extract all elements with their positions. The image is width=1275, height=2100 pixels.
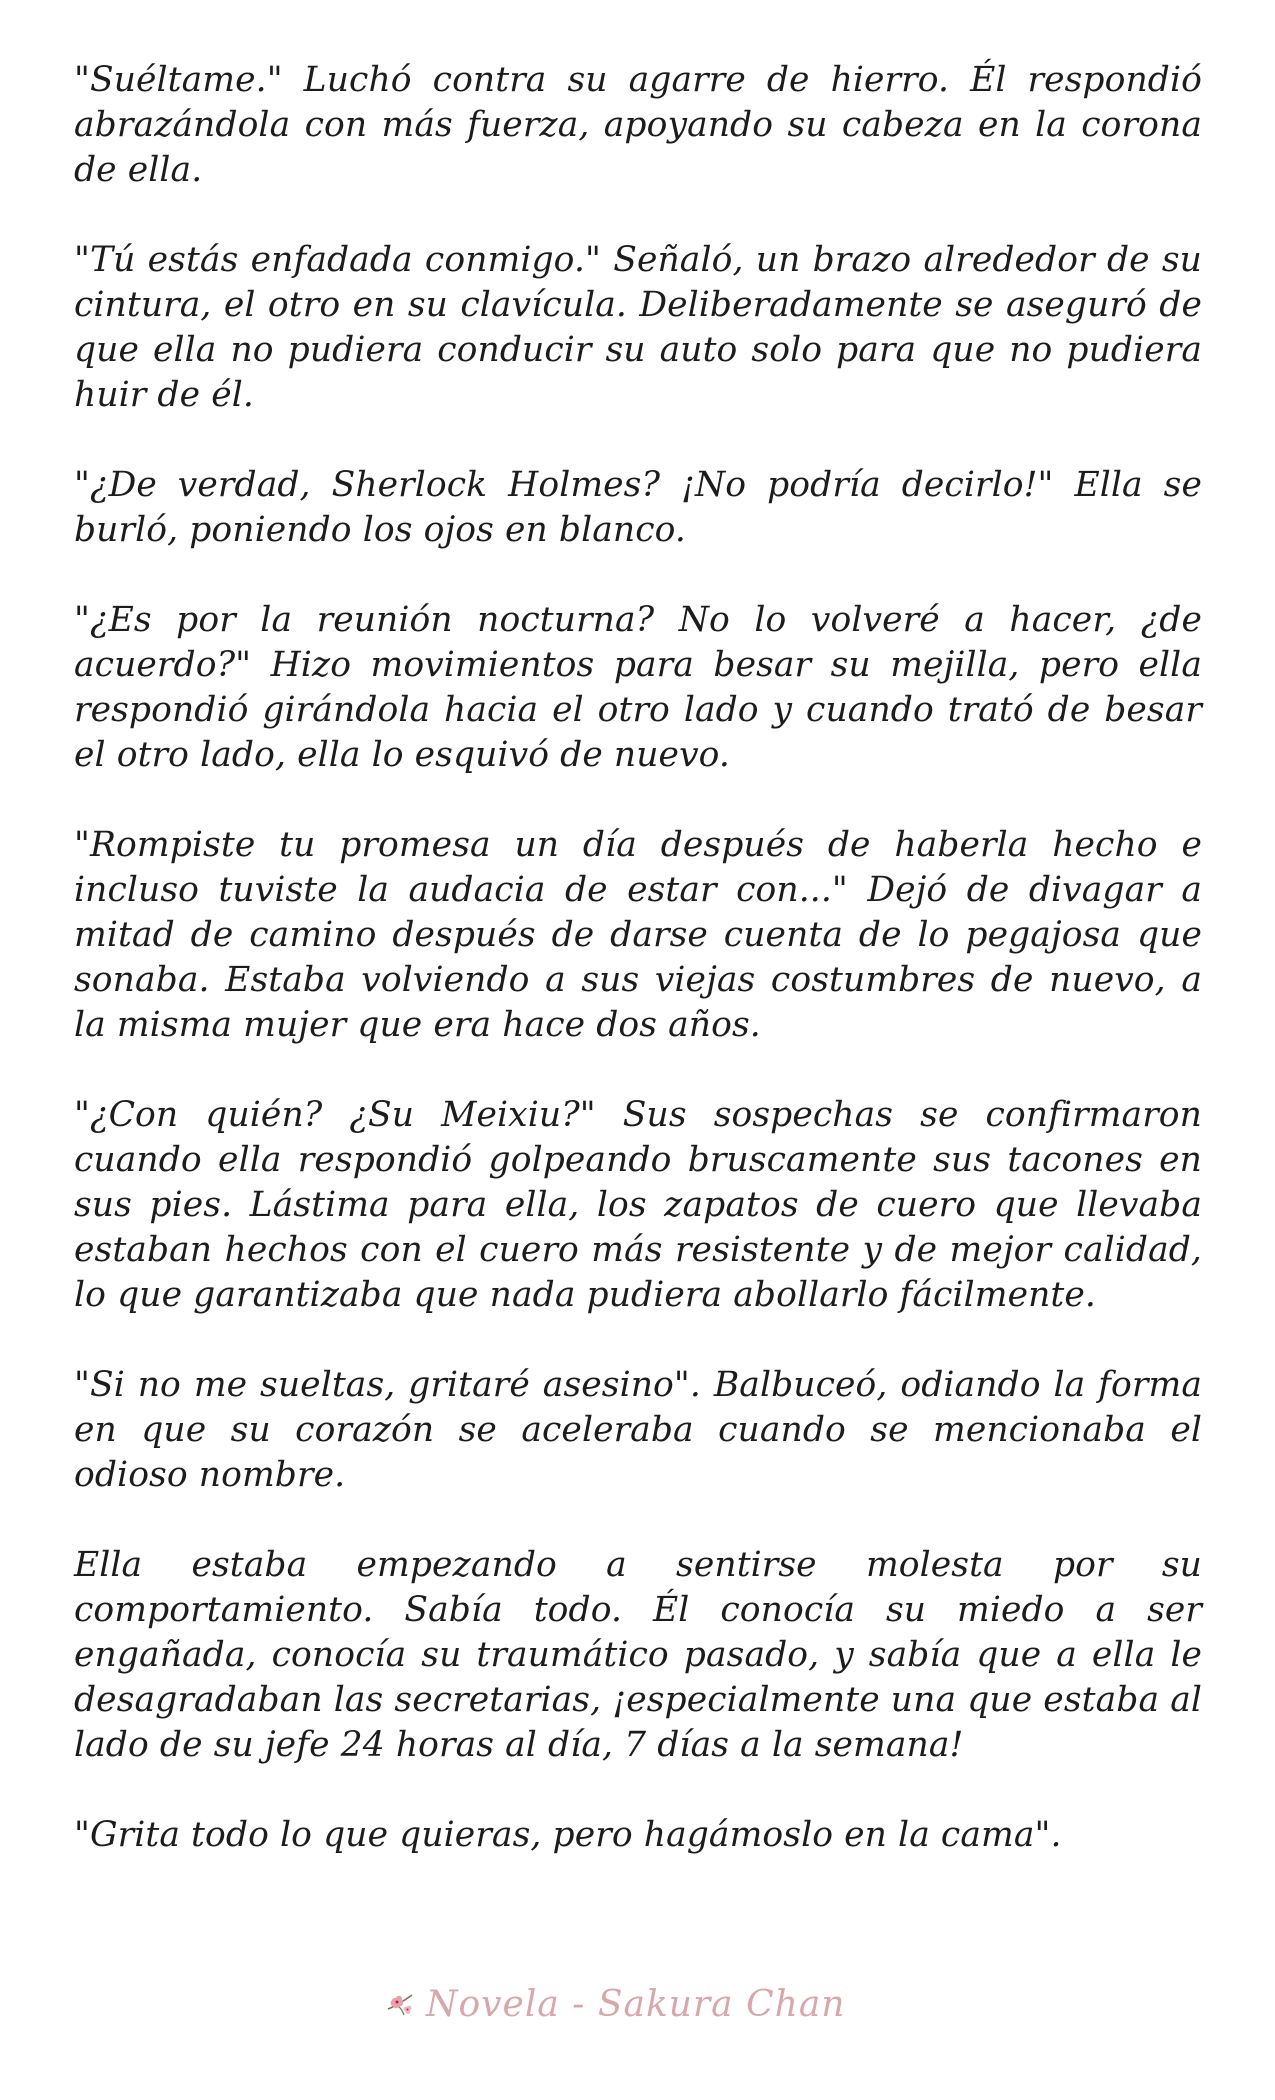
- paragraph-5: "Rompiste tu promesa un día después de haberla hecho e incluso tuviste la audacia de estar con..." Dejó de divagar a mitad de camino después de darse cuenta de lo pegajosa que sonaba. Estaba volviendo a sus viejas costumbres de nuevo, a la misma mujer que era hace dos años.: [74, 825, 1202, 1045]
- paragraph-6: "¿Con quién? ¿Su Meixiu?" Sus sospechas se confirmaron cuando ella respondió golpeando bruscamente sus tacones en sus pies. Lástima para ella, los zapatos de cuero que llevaba estaban hechos con el cuero más resistente y de mejor calidad, lo que garantizaba que nada pudiera abollarlo fácilmente.: [74, 1095, 1202, 1315]
- paragraph-2: "Tú estás enfadada conmigo." Señaló, un brazo alrededor de su cintura, el otro en su clavícula. Deliberadamente se aseguró de que ella no pudiera conducir su auto solo para que no pudiera huir de él.: [74, 240, 1202, 415]
- watermark-text: Novela - Sakura Chan: [426, 1983, 846, 2025]
- paragraph-4: "¿Es por la reunión nocturna? No lo volveré a hacer, ¿de acuerdo?" Hizo movimientos para besar su mejilla, pero ella respondió girándola hacia el otro lado y cuando trató de besar el otro lado, ella lo esquivó de nuevo.: [74, 600, 1202, 775]
- watermark: [384, 1984, 845, 2024]
- paragraph-3: "¿De verdad, Sherlock Holmes? ¡No podría decirlo!" Ella se burló, poniendo los ojos en blanco.: [74, 465, 1202, 550]
- novel-page: [74, 58, 1202, 1903]
- paragraph-1: "Suéltame." Luchó contra su agarre de hierro. Él respondió abrazándola con más fuerza, apoyando su cabeza en la corona de ella.: [74, 60, 1202, 190]
- cherry-blossom-icon: [384, 1987, 418, 2021]
- paragraph-7: "Si no me sueltas, gritaré asesino". Balbuceó, odiando la forma en que su corazón se aceleraba cuando se mencionaba el odioso nombre.: [74, 1365, 1202, 1495]
- paragraph-9: "Grita todo lo que quieras, pero hagámoslo en la cama".: [74, 1815, 1062, 1855]
- paragraph-8: Ella estaba empezando a sentirse molesta por su comportamiento. Sabía todo. Él conocía su miedo a ser engañada, conocía su traumático pasado, y sabía que a ella le desagradaban las secretarias, ¡especialmente una que estaba al lado de su jefe 24 horas al día, 7 días a la semana!: [74, 1545, 1202, 1765]
